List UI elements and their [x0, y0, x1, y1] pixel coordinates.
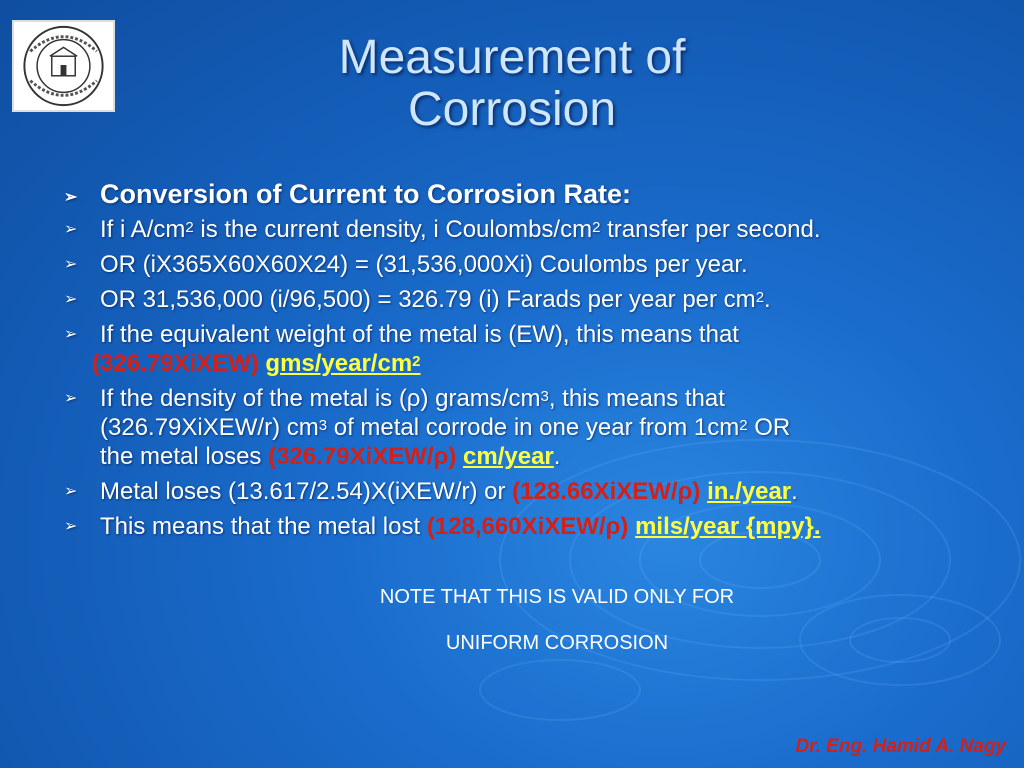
arrow-bullet-icon: ➢ [64, 483, 78, 500]
slide-title [0, 32, 1024, 136]
text-segment: If the density of the metal is (ρ) grams/cm [100, 385, 541, 412]
bullet-mils-per-year [62, 512, 992, 541]
title-line-1: Measurement of [338, 31, 686, 84]
superscript: 2 [755, 289, 765, 306]
bullet-inches-per-year [62, 477, 992, 506]
note-line-1: NOTE THAT THIS IS VALID ONLY FOR [379, 586, 735, 608]
bullet-current-density [62, 215, 992, 244]
arrow-bullet-icon: ➢ [64, 221, 78, 238]
text-segment: OR 31,536,000 (i/96,500) = 326.79 (i) Farads per year per cm [100, 286, 756, 313]
arrow-bullet-icon: ➢ [64, 326, 78, 343]
unit-text: gms/year/cm [265, 350, 413, 377]
text-segment: transfer per second. [600, 216, 821, 243]
bullet-text: Conversion of Current to Corrosion Rate: [100, 179, 632, 209]
superscript: 2 [185, 219, 194, 236]
text-segment: This means that the metal lost [100, 513, 427, 540]
superscript: 2 [412, 353, 421, 370]
text-segment: If i A/cm [100, 216, 186, 243]
note-line-2: UNIFORM CORROSION [445, 632, 669, 654]
text-segment: (326.79XiXEW/r) cm [100, 414, 319, 441]
red-formula: (326.79XiXEW/ρ) [268, 443, 457, 470]
superscript: 3 [318, 417, 328, 434]
superscript: 3 [540, 388, 549, 405]
arrow-bullet-icon: ➢ [64, 390, 78, 407]
text-segment: Metal loses (13.617/2.54)X(iXEW/r) or [100, 478, 513, 505]
text-segment: OR [747, 414, 791, 441]
arrow-bullet-icon: ➢ [64, 189, 78, 206]
arrow-bullet-icon: ➢ [64, 518, 78, 535]
bullet-farads-per-year [62, 285, 992, 314]
author-credit: Dr. Eng. Hamid A. Nagy [795, 736, 1006, 757]
text-segment: is the current density, i Coulombs/cm [193, 216, 593, 243]
red-formula: (326.79XiXEW) [92, 350, 259, 377]
yellow-unit: mils/year {mpy}. [635, 513, 821, 540]
text-segment: , this means that [548, 385, 725, 412]
superscript: 2 [592, 219, 601, 236]
text-segment: of metal corrode in one year from 1cm [327, 414, 740, 441]
bullet-text: OR (iX365X60X60X24) = (31,536,000Xi) Coulombs per year. [100, 251, 748, 278]
text-segment: . [791, 478, 798, 505]
equivalent-weight-formula [62, 349, 992, 378]
superscript: 2 [739, 417, 748, 434]
text-segment: . [764, 286, 771, 313]
title-line-2: Corrosion [407, 83, 617, 136]
yellow-unit: in./year [707, 478, 792, 505]
arrow-bullet-icon: ➢ [64, 256, 78, 273]
red-formula: (128,660XiXEW/ρ) [426, 513, 629, 540]
bullet-density [62, 384, 992, 471]
text-segment: . [553, 443, 561, 470]
yellow-unit: cm/year [463, 443, 554, 470]
bullet-coulombs-per-year [62, 250, 992, 279]
red-formula: (128.66XiXEW/ρ) [512, 478, 701, 505]
arrow-bullet-icon: ➢ [64, 291, 78, 308]
bullet-conversion-heading [62, 180, 992, 209]
yellow-unit [265, 350, 420, 377]
text-segment: the metal loses [100, 443, 269, 470]
bullet-text: If the equivalent weight of the metal is (EW), this means that [100, 321, 739, 348]
bullet-equivalent-weight [62, 320, 992, 349]
bullet-list [62, 180, 992, 541]
